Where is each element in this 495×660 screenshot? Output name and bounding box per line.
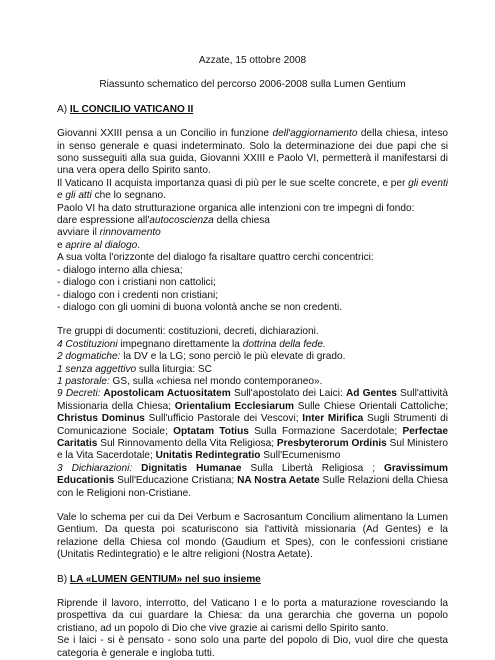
text-run: .: [137, 239, 141, 251]
text-run: Sulla Formazione Sacerdotale;: [248, 425, 403, 437]
aggettivo-line: [57, 364, 448, 376]
text-run: sulla liturgia: SC: [136, 363, 212, 375]
text-run: la DV e la LG; sono perciò le più elevate di grado.: [120, 351, 346, 363]
section-b-prefix: B): [57, 573, 68, 585]
text-run: Sull'Educazione Cristiana;: [114, 475, 238, 487]
text-run: della chiesa: [213, 215, 270, 227]
bold-run: Dignitatis Humanae: [132, 462, 242, 474]
text-run: Il Vaticano II acquista importanza quasi di più per le sue scelte concrete, e per: [57, 177, 409, 189]
text-run: GS, sulla «chiesa nel mondo contemporaneo».: [109, 375, 323, 387]
section-b-title: LA «LUMEN GENTIUM» nel suo insieme: [69, 573, 261, 585]
bold-run: Gravissimum Educationis: [57, 462, 448, 487]
text-run: Giovanni XXIII pensa a un Concilio in funzione: [57, 128, 273, 140]
bold-run: Ad Gentes: [345, 388, 397, 400]
paragraph-importanza: [57, 178, 448, 203]
document-subtitle: Riassunto schematico del percorso 2006-2008 sulla Lumen Gentium: [99, 79, 406, 91]
text-run: dare espressione all': [57, 215, 150, 227]
section-b-heading: [57, 574, 448, 586]
paragraph-laici: Se i laici - si è pensato - sono solo una parte del popolo di Dio, vuol dire che questa categoria è generale e ingloba tutti.: [57, 635, 448, 659]
text-run: impegnano direttamente la: [117, 338, 243, 350]
text-run: Sull'apostolato dei Laici:: [230, 388, 346, 400]
italic-run: aprire al dialogo: [65, 239, 138, 251]
commitment-2: [57, 227, 448, 239]
bold-run: Orientalium Ecclesiarum: [174, 400, 295, 412]
commitment-1: [57, 215, 448, 227]
text-run: Sulle Relazioni della Chiesa con le Religioni non-Cristiane.: [57, 475, 449, 499]
text-run: Sull'attività Missionaria della Chiesa;: [57, 388, 448, 412]
italic-run: 9 Decreti:: [57, 388, 101, 400]
bold-run: Optatam Totius: [173, 425, 249, 437]
decreti-paragraph: [57, 388, 448, 462]
paragraph-riprende: Riprende il lavoro, interrotto, del Vaticano I e lo porta a maturazione rovesciando la prospettiva da cui guardare la Chiesa: da una gerarchia che governa un popolo cristiano, ad un popolo di Dio che vive grazie ai carismi dello Spirito santo.: [57, 598, 448, 634]
paragraph-schema: Vale lo schema per cui da Dei Verbum e Sacrosantum Concilium alimentano la Lumen Gentium. Da questa poi scaturiscono sia l'attività missionaria (Ad Gentes) e la relazione della Chiesa col mondo (Gaudium et Spes), con le confessioni cristiane (Unitatis Redintegratio) e le altre religioni (Nostra Aetate).: [57, 512, 448, 561]
text-run: Sugli Strumenti di Comunicazione Sociale;: [57, 413, 448, 437]
italic-run: 3 Dichiarazioni:: [57, 462, 133, 474]
bold-run: Presbyterorum Ordinis: [276, 437, 387, 449]
dialogue-circles-list: [57, 265, 448, 315]
costituzioni-line: [57, 339, 448, 351]
section-a-title: IL CONCILIO VATICANO II: [69, 103, 194, 115]
text-run: avviare il: [57, 227, 100, 239]
italic-run: 4 Costituzioni: [57, 338, 118, 350]
spacer: [57, 314, 448, 326]
text-run: che lo segnano.: [91, 190, 166, 202]
dogmatiche-line: [57, 351, 448, 363]
document-date: Azzate, 15 ottobre 2008: [198, 55, 307, 66]
italic-run: 1 senza aggettivo: [57, 363, 137, 375]
italic-run: dottrina della fede.: [242, 338, 326, 350]
commitment-3: [57, 240, 448, 252]
section-a-prefix: A): [57, 103, 68, 115]
list-item: - dialogo con i cristiani non cattolici;: [57, 277, 216, 289]
paragraph-documenti: Tre gruppi di documenti: costituzioni, decreti, dichiarazioni.: [57, 326, 319, 338]
text-run: Sul Rinnovamento della Vita Religiosa;: [97, 437, 277, 449]
bold-run: Unitatis Redintegratio: [155, 450, 261, 462]
pastorale-line: [57, 376, 448, 388]
italic-run: 2 dogmatiche:: [57, 351, 121, 363]
italic-run: gli eventi e gli atti: [57, 177, 449, 202]
italic-run: rinnovamento: [99, 227, 161, 239]
paragraph-dialogo: A sua volta l'orizzonte del dialogo fa risaltare quattro cerchi concentrici:: [57, 252, 374, 264]
bold-run: Apostolicam Actuositatem: [100, 388, 231, 400]
text-run: della chiesa, inteso in senso generale e quasi indeterminato. Solo la determinazione dei due papi che si sono susseguiti alla sua guida, Giovanni XXIII e Paolo VI, permetterà il manifestarsi di una vera opera dello Spirito santo.: [57, 128, 449, 177]
italic-run: autocoscienza: [149, 215, 214, 227]
text-run: Sulle Chiese Orientali Cattoliche;: [294, 400, 448, 412]
text-run: Sul Ministero e la Vita Sacerdotale;: [57, 437, 448, 462]
list-item: - dialogo con gli uomini di buona volontà anche se non credenti.: [57, 301, 343, 313]
dichiarazioni-paragraph: [57, 463, 448, 500]
text-run: Sull'Ecumenismo: [260, 450, 341, 462]
paragraph-paolo-vi: Paolo VI ha dato strutturazione organica alle intenzioni con tre impegni di fondo:: [57, 202, 415, 214]
bold-run: Perfectae Caritatis: [57, 425, 448, 449]
section-a-heading: [57, 104, 448, 116]
text-run: Sull'ufficio Pastorale dei Vescovi;: [144, 413, 303, 425]
text-run: e: [57, 239, 66, 251]
list-item: - dialogo interno alla chiesa;: [57, 264, 183, 276]
bold-run: Christus Dominus: [57, 413, 145, 425]
bold-run: Inter Mirifica: [302, 413, 364, 425]
text-run: Sulla Libertà Religiosa ;: [241, 462, 385, 474]
spacer: [57, 562, 448, 574]
italic-run: dell'aggiornamento: [272, 128, 358, 140]
bold-run: NA Nostra Aetate: [237, 475, 320, 487]
italic-run: 1 pastorale:: [57, 375, 110, 387]
paragraph-aggiornamento: [57, 128, 448, 178]
list-item: - dialogo con i credenti non cristiani;: [57, 289, 219, 301]
spacer: [57, 500, 448, 512]
